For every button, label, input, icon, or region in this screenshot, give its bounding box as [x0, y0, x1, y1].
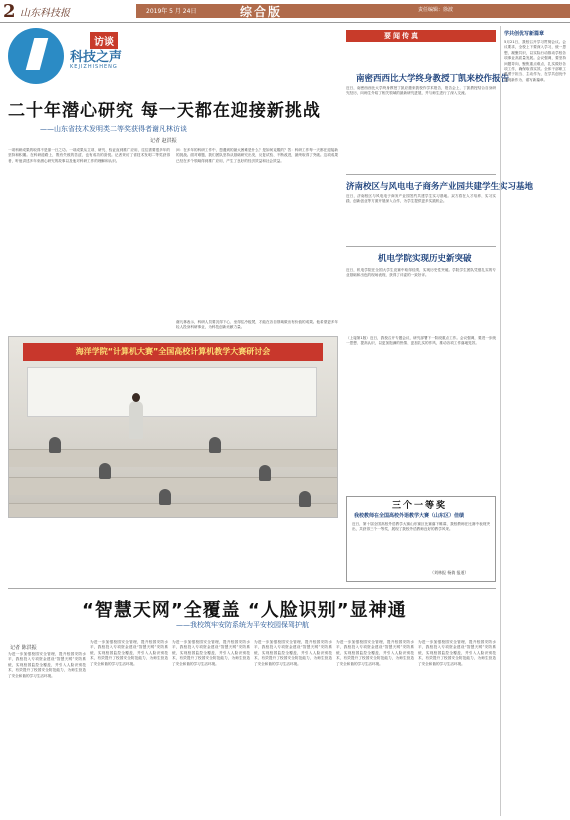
bottom-article-title: “智慧天网”全覆盖 “人脸识别”显神通: [82, 600, 407, 621]
audience-member: [49, 437, 61, 453]
header-rule: [0, 22, 570, 23]
issue-date: 2019年 5 月 24日: [146, 8, 197, 15]
audience-member: [99, 463, 111, 479]
sidebar-body: 5月21日，我校召开学习贯彻会议。会议要求，全校上下要深入学习，统一思想，凝聚共识，以实际行动推动学校各项事业高质量发展。会议强调，要坚持问题导向，聚焦重点难点，扎实做好各项工作，确保取得实效。全体干部职工要勇于担当、主动作为，在学共创优中展现新作为、谱写新篇章。: [504, 40, 566, 82]
bottom-article-body: 为进一步加强校园安全管理，提升校园安防水平，我校投入专项资金建设“智慧天网”安防系统，实现校园监控全覆盖，并引入人脸识别技术，有效提升了校园安全防范能力，为师生营造了安全和谐的学习生活环境。: [418, 640, 496, 666]
editor-credit: 责任编辑：徐波: [418, 7, 454, 13]
section-divider: [8, 588, 496, 589]
column-logo: [8, 28, 138, 84]
section-name: 综合版: [240, 5, 283, 19]
column-name: 科技之声: [70, 50, 123, 65]
award-credit: （刘林报 杨倩 报道）: [430, 570, 469, 575]
news-body-2: 近日，济南校区与风电电子商务产业园签约共建学生实习基地。双方将在人才培养、实习实践、创新创业等方面开展深入合作，为学生提供更多实践机会。: [346, 194, 496, 204]
news-title-1: 南密西西比大学终身教授丁凯来校作报告: [356, 74, 510, 84]
news-title-2: 济南校区与风电电子商务产业园共建学生实习基地: [346, 182, 534, 192]
audience-member: [299, 491, 311, 507]
lead-article-closing: 谢凡林表示，科研人员要沉得下心、坐得住冷板凳，才能在各自领域做出有价值的成果。他希望更多年轻人投身科研事业，为科技创新贡献力量。: [176, 320, 338, 330]
news-divider: [346, 174, 496, 175]
page-header: [0, 0, 570, 22]
page-number: 2: [3, 1, 16, 22]
column-pinyin: KEJIZHISHENG: [70, 64, 118, 70]
desk-row: [9, 503, 338, 518]
paper-name: 山东科技报: [20, 8, 70, 19]
sidebar-title: 学共创优写新篇章: [504, 31, 545, 37]
award-title: 三个一等奖: [392, 501, 448, 511]
photo-banner: 海洋学院“计算机大赛”全国高校计算机教学大赛研讨会: [23, 343, 323, 361]
news-title-3: 机电学院实现历史新突破: [378, 254, 472, 264]
news-body-1: 近日，南密西西比大学终身教授丁凯应邀来我校作学术报告，报告会上，丁凯教授结合自身研究经历，向师生介绍了相关领域的最新研究进展，并与师生进行了深入交流。: [346, 86, 496, 96]
audience-member: [159, 489, 171, 505]
lead-article-byline: 记者 赵洪振: [150, 138, 177, 144]
continued-article: （上接第1版）近日，我校召开专题会议，研究部署下一阶段重点工作。会议强调，要进一步统一思想、提高认识，以更加饱满的热情、更加扎实的作风，推动各项工作落地见效。: [346, 336, 496, 346]
bottom-article-body: 为进一步加强校园安全管理，提升校园安防水平，我校投入专项资金建设“智慧天网”安防系统，实现校园监控全覆盖，并引入人脸识别技术，有效提升了校园安全防范能力，为师生营造了安全和谐的学习生活环境。: [90, 640, 168, 666]
news-divider: [346, 246, 496, 247]
bottom-article-body: 为进一步加强校园安全管理，提升校园安防水平，我校投入专项资金建设“智慧天网”安防系统，实现校园监控全覆盖，并引入人脸识别技术，有效提升了校园安全防范能力，为师生营造了安全和谐的学习生活环境。: [172, 640, 250, 666]
lead-article-body-left: 一项科研成果的取得不是靠一日之功。一项成果从立项、研究、验证直到推广应用，往往需要很多年的坚持和积累。在科研道路上，既有失败的苦涩，也有成功的喜悦。记者采访了省技术发明二等奖获得者，听他讲述多年来潜心研究的故事以及他对科研工作的理解和认识。: [8, 148, 170, 163]
bottom-article-body: 为进一步加强校园安全管理，提升校园安防水平，我校投入专项资金建设“智慧天网”安防系统，实现校园监控全覆盖，并引入人脸识别技术，有效提升了校园安全防范能力，为师生营造了安全和谐的学习生活环境。: [254, 640, 332, 666]
news-section-bar: [346, 30, 496, 42]
award-subtitle: 我校教师在全国高校外语教学大赛（山东区）佳绩: [354, 513, 465, 519]
interview-tag: 访谈: [90, 32, 118, 49]
lead-article-body-right: 问：在多年的科研工作中，您遇到的最大困难是什么？是如何克服的？答：科研工作每一天都在迎接新的挑战。面对难题，我们团队坚持从基础研究出发，反复试验、不断改进，最终取得了突破。这项成果已经在多个领域得到推广应用，产生了良好的经济效益和社会效益。: [176, 148, 338, 163]
desk-row: [9, 477, 338, 495]
audience-member: [259, 465, 271, 481]
lead-article-title: 二十年潜心研究 每一天都在迎接新挑战: [8, 101, 321, 121]
bottom-article-body: 为进一步加强校园安全管理，提升校园安防水平，我校投入专项资金建设“智慧天网”安防系统，实现校园监控全覆盖，并引入人脸识别技术，有效提升了校园安全防范能力，为师生营造了安全和谐的学习生活环境。: [8, 652, 86, 678]
news-section-title: 要闻传真: [384, 32, 420, 40]
award-body: 近日，第十届全国高校外语教学大赛山东赛区比赛落下帷幕，我校教师在比赛中表现突出，共获得三个一等奖，展现了我校外语教师良好的教学风采。: [352, 522, 490, 532]
audience-member: [209, 437, 221, 453]
logo-emblem-icon: [8, 28, 64, 84]
lead-article-subtitle: ——山东省技术发明类二等奖获得者谢凡林访谈: [40, 125, 187, 133]
projection-screen: [27, 367, 317, 417]
bottom-article-body: 为进一步加强校园安全管理，提升校园安防水平，我校投入专项资金建设“智慧天网”安防系统，实现校园监控全覆盖，并引入人脸识别技术，有效提升了校园安全防范能力，为师生营造了安全和谐的学习生活环境。: [336, 640, 414, 666]
bottom-article-subtitle: ——我校筑牢安防系统为平安校园保驾护航: [176, 621, 309, 629]
news-body-3: 近日，机电学院在全国大学生竞赛中取得佳绩，实现历史性突破。学院学生团队凭借扎实的专业基础和出色的现场表现，获得了评委的一致好评。: [346, 268, 496, 278]
header-bar: [136, 4, 570, 18]
lecture-photo: [8, 336, 338, 518]
speaker-figure: [129, 401, 143, 439]
bottom-article-byline: 记者 陈洪振: [10, 645, 37, 651]
